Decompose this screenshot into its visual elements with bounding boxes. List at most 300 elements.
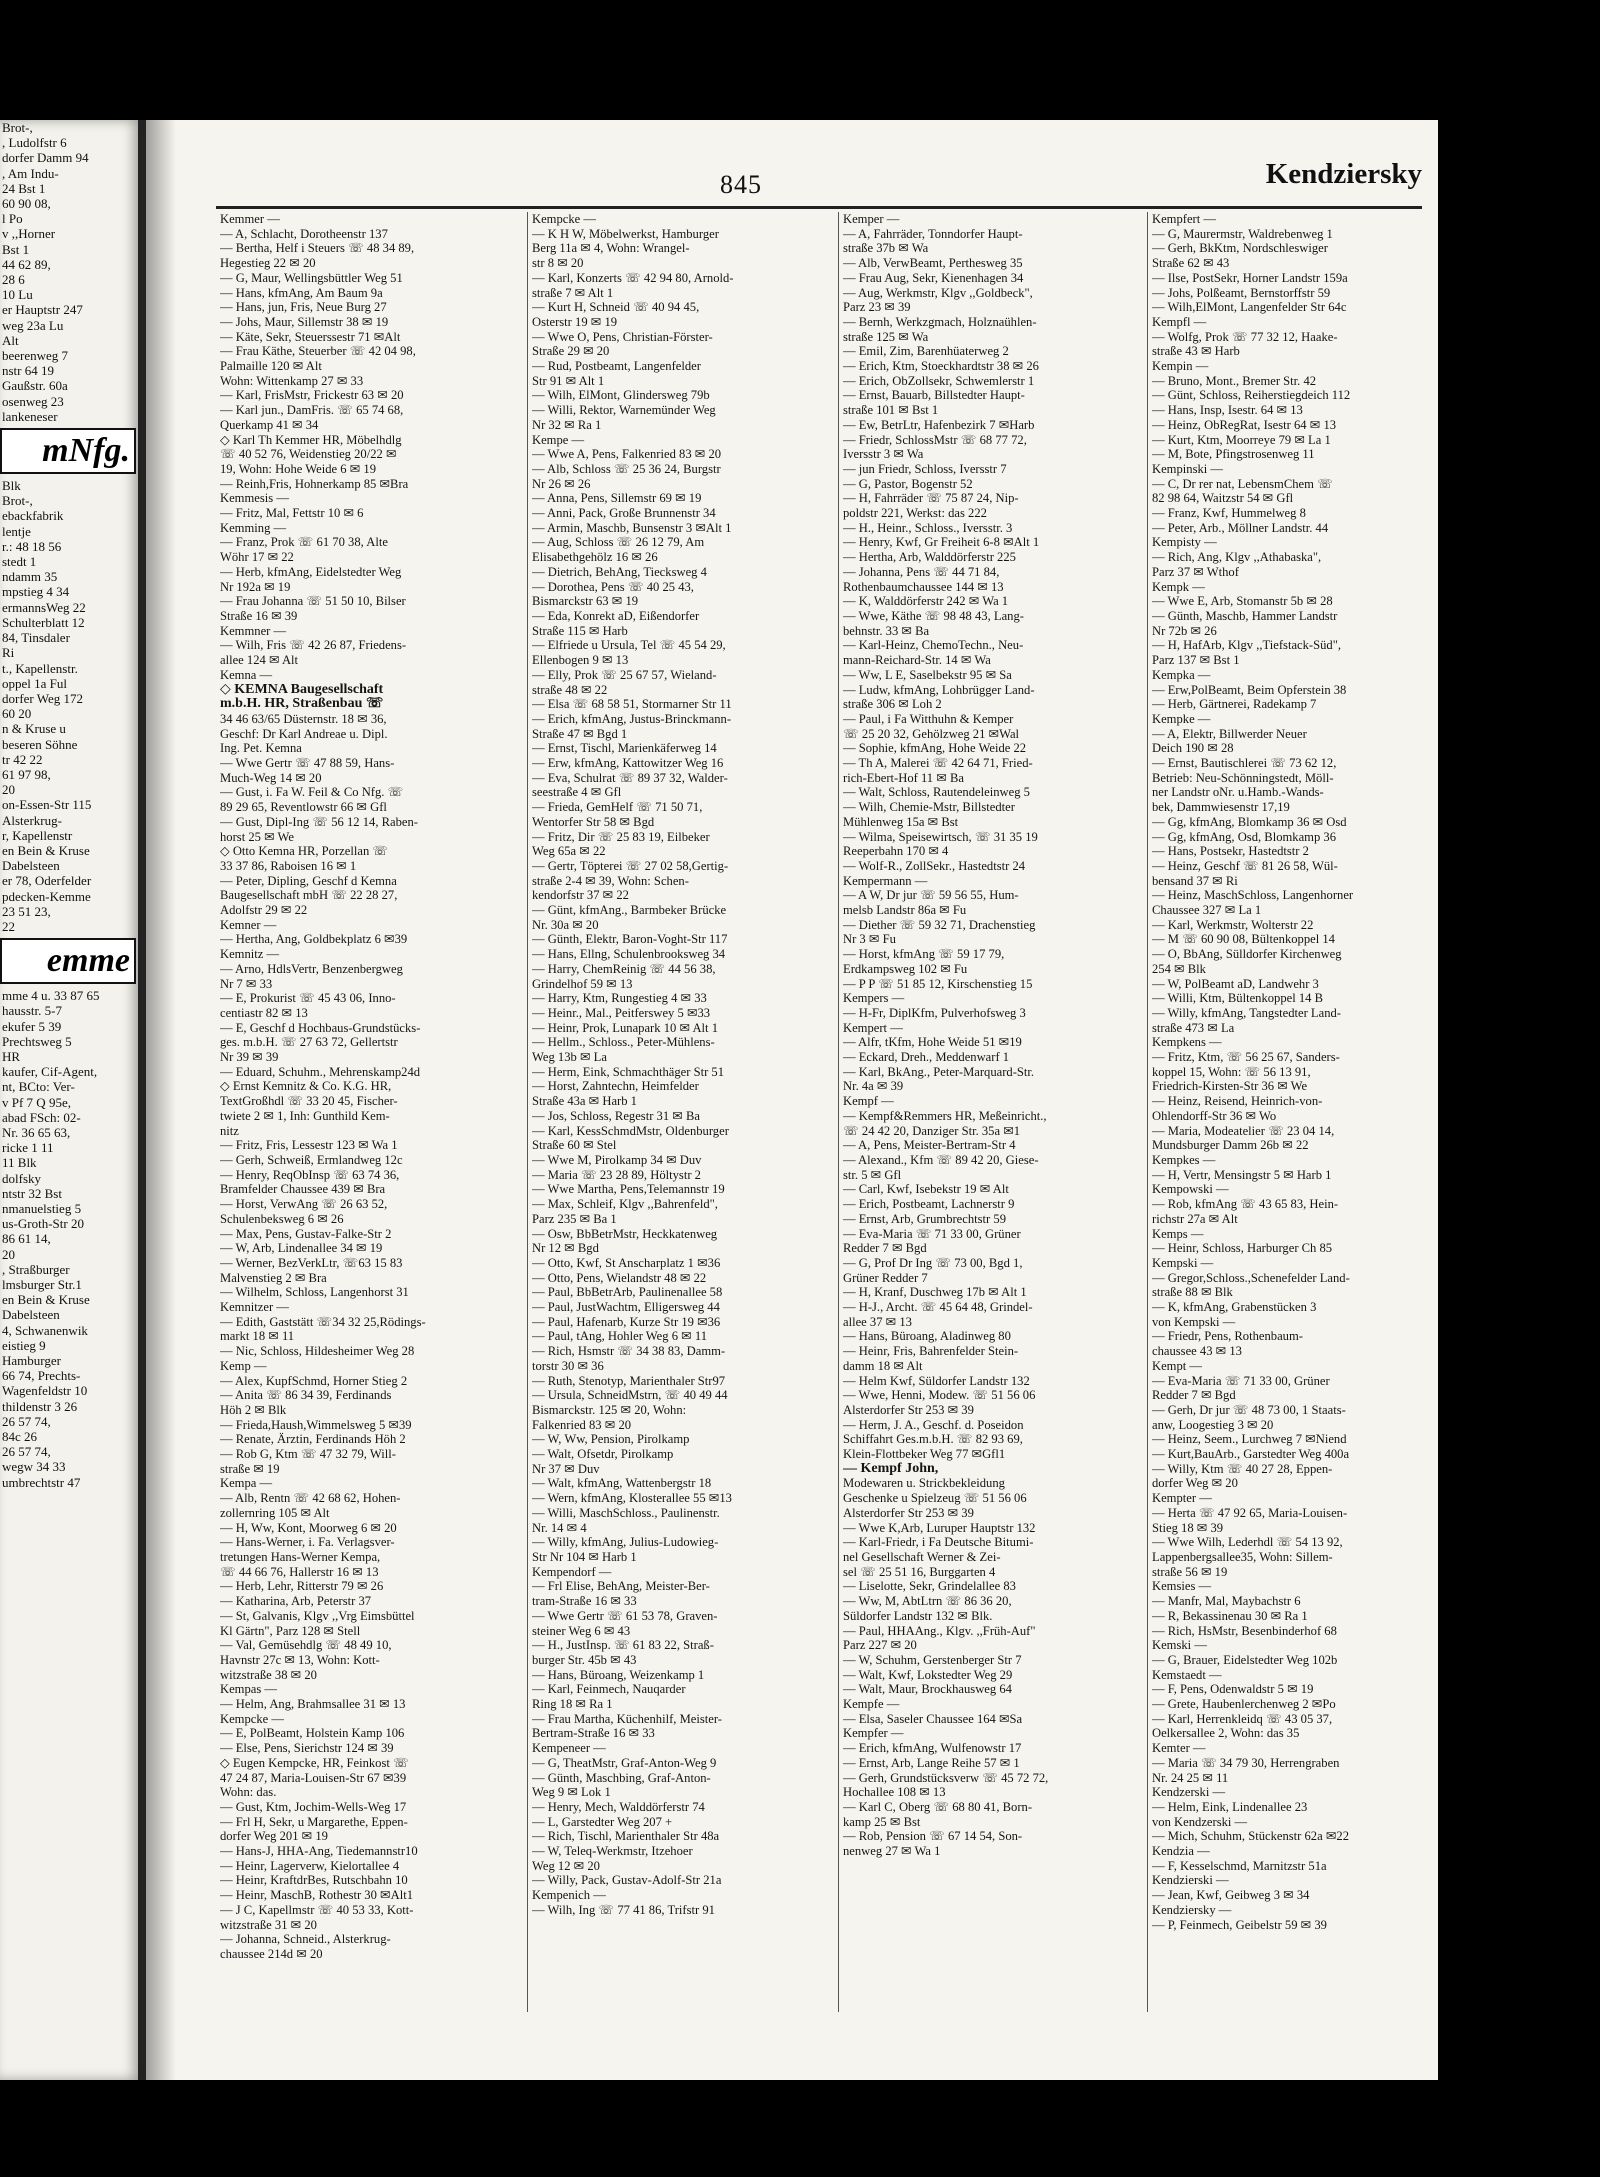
facing-page-line: Alsterkrug- [2, 812, 62, 828]
directory-entry-line: — W, Schuhm, Gerstenberger Str 7 [843, 1652, 1022, 1667]
directory-entry-line: — Eva-Maria ☏ 71 33 00, Grüner [843, 1226, 1021, 1241]
directory-entry-line: bek, Dammwiesenstr 17,19 [1152, 800, 1290, 815]
facing-page-line: 61 97 98, [2, 766, 51, 782]
directory-entry-line: — Edith, Gaststätt ☏34 32 25,Rödings- [220, 1314, 426, 1329]
directory-entry-line: — H, Fahrräder ☏ 75 87 24, Nip- [843, 491, 1019, 506]
directory-entry-line: Straße 47 ✉ Bgd 1 [532, 726, 628, 741]
directory-entry-line: — Gust, Dipl-Ing ☏ 56 12 14, Raben- [220, 814, 418, 829]
directory-entry-line: — Günth, Elektr, Baron-Voght-Str 117 [532, 932, 728, 947]
facing-page-line: Ri [2, 645, 15, 661]
directory-entry-line: str 8 ✉ 20 [532, 256, 584, 271]
directory-entry-line: — Willy, Pack, Gustav-Adolf-Str 21a [532, 1873, 722, 1888]
directory-entry-line: — K H W, Möbelwerkst, Hamburger [532, 226, 719, 241]
directory-entry-line: ner Landstr oNr. u.Hamb.-Wands- [1152, 785, 1324, 800]
gutter-shadow [146, 120, 176, 2080]
directory-entry-line: Malvenstieg 2 ✉ Bra [220, 1270, 327, 1285]
directory-entry-line: Süldorfer Landstr 132 ✉ Blk. [843, 1608, 993, 1623]
directory-entry-line: Straße 29 ✉ 20 [532, 344, 610, 359]
directory-entry-line: Straße 16 ✉ 39 [220, 608, 298, 623]
directory-entry-line: Nr. 14 ✉ 4 [532, 1520, 587, 1535]
directory-entry-line: — Ernst, Arb, Grumbrechtstr 59 [843, 1211, 1006, 1226]
facing-page-line: abad FSch: 02- [2, 1109, 81, 1125]
directory-entry-line: — Dietrich, BehAng, Tiecksweg 4 [532, 564, 707, 579]
directory-entry-line: sel ☏ 25 51 16, Burggarten 4 [843, 1564, 996, 1579]
directory-entry-line: — Wilh, ElMont, Glindersweg 79b [532, 388, 710, 403]
directory-entry-line: allee 37 ✉ 13 [843, 1314, 912, 1329]
directory-entry-line: — F, Kesselschmd, Marnitzstr 51a [1152, 1858, 1327, 1873]
directory-entry-line: — Gregor,Schloss.,Schenefelder Land- [1152, 1270, 1350, 1285]
directory-entry-line: — Ursula, SchneidMstrn, ☏ 40 49 44 [532, 1388, 728, 1403]
directory-entry-line: — Eda, Konrekt aD, Eißendorfer [532, 608, 700, 623]
directory-entry-line: dorfer Weg ✉ 20 [1152, 1476, 1238, 1491]
directory-entry-line: von Kendzerski — [1152, 1814, 1248, 1829]
directory-entry-line: — Wwe O, Pens, Christian-Förster- [532, 329, 713, 344]
directory-entry-line: Querkamp 41 ✉ 34 [220, 417, 319, 432]
directory-entry-line: zollernring 105 ✉ Alt [220, 1505, 330, 1520]
directory-entry-line: Ing. Pet. Kemna [220, 741, 302, 756]
directory-entry-line: burger Str. 45b ✉ 43 [532, 1652, 637, 1667]
directory-entry-line: straße 7 ✉ Alt 1 [532, 285, 614, 300]
directory-entry-line: — Karl, Feinmech, Nauqarder [532, 1682, 686, 1697]
facing-page-line: 20 [2, 1246, 15, 1262]
directory-entry-line: straße 306 ✉ Loh 2 [843, 697, 942, 712]
directory-entry-line: — Reinh,Fris, Hohnerkamp 85 ✉Bra [220, 476, 409, 491]
page-number: 845 [720, 170, 762, 199]
directory-entry-line: — Peter, Arb., Möllner Landstr. 44 [1152, 520, 1329, 535]
directory-entry-line: Nr 192a ✉ 19 [220, 579, 291, 594]
directory-entry-line: Elisabethgehölz 16 ✉ 26 [532, 550, 658, 565]
directory-entry-line: — Kurt,BauArb., Garstedter Weg 400a [1152, 1447, 1350, 1462]
directory-entry-line: anw, Loogestieg 3 ✉ 20 [1152, 1417, 1274, 1432]
directory-entry-line: kamp 25 ✉ Bst [843, 1814, 921, 1829]
directory-entry-line: Lappenbergsallee35, Wohn: Sillem- [1152, 1549, 1333, 1564]
directory-entry-line: — Carl, Kwf, Isebekstr 19 ✉ Alt [843, 1182, 1009, 1197]
facing-page-line: dolfsky [2, 1170, 41, 1186]
directory-entry-line: — M, Bote, Pfingstrosenweg 11 [1152, 447, 1315, 462]
directory-entry-line: straße 2-4 ✉ 39, Wohn: Schen- [532, 873, 689, 888]
directory-entry-line: — Helm, Eink, Lindenallee 23 [1152, 1799, 1308, 1814]
directory-entry-line: — Fritz, Dir ☏ 25 83 19, Eilbeker [532, 829, 710, 844]
directory-entry-line: — Erich, ObZollsekr, Schwemlerstr 1 [843, 373, 1035, 388]
directory-entry-line: Kendziersky — [1152, 1902, 1232, 1917]
column-divider [527, 212, 528, 2012]
facing-page-line: dorfer Weg 172 [2, 690, 84, 706]
directory-entry-line: — Willi, Rektor, Warnemünder Weg [532, 403, 716, 418]
directory-entry-line: Kempenich — [532, 1888, 606, 1903]
directory-entry-line: — H., JustInsp. ☏ 61 83 22, Straß- [532, 1638, 714, 1653]
directory-page [146, 120, 1438, 2080]
directory-entry-line: — Bertha, Helf i Steuers ☏ 48 34 89, [220, 241, 415, 256]
directory-entry-line: — Gg, kfmAng, Osd, Blomkamp 36 [1152, 829, 1337, 844]
facing-page-line: en Bein & Kruse [2, 842, 90, 858]
directory-entry-line: straße 56 ✉ 19 [1152, 1564, 1228, 1579]
directory-entry-line: — Liselotte, Sekr, Grindelallee 83 [843, 1579, 1016, 1594]
directory-entry-line: — Alb, Schloss ☏ 25 36 24, Burgstr [532, 461, 721, 476]
directory-entry-line: — Johanna, Pens ☏ 44 71 84, [843, 564, 1000, 579]
directory-entry-line: — Ernst, Bauarb, Billstedter Haupt- [843, 388, 1025, 403]
directory-entry-line: Schiffahrt Ges.m.b.H. ☏ 82 93 69, [843, 1432, 1023, 1447]
directory-entry-line: Nr. 30a ✉ 20 [532, 917, 599, 932]
directory-entry-line: von Kempski — [1152, 1314, 1236, 1329]
facing-page-line: beerenweg 7 [2, 348, 69, 364]
directory-entry-line: straße 125 ✉ Wa [843, 329, 929, 344]
directory-entry-line: — Erich, kfmAng, Justus-Brinckmann- [532, 711, 732, 726]
directory-entry-line: Kempas — [220, 1682, 278, 1697]
directory-entry-line: — J C, Kapellmstr ☏ 40 53 33, Kott- [220, 1902, 414, 1917]
directory-entry-line: Mundsburger Damm 26b ✉ 22 [1152, 1138, 1309, 1153]
directory-entry-line: — G, Brauer, Eidelstedter Weg 102b [1152, 1652, 1338, 1667]
facing-page-line: Alt [2, 332, 19, 348]
directory-entry-line: — Walt, Schloss, Rautendeleinweg 5 [843, 785, 1030, 800]
directory-entry-line: Str Nr 104 ✉ Harb 1 [532, 1549, 637, 1564]
directory-entry-line: Kempt — [1152, 1358, 1203, 1373]
directory-entry-line: Parz 37 ✉ Wthof [1152, 564, 1239, 579]
directory-entry-line: Kempfert — [1152, 212, 1216, 226]
directory-entry-line: — Wwe, Henni, Modew. ☏ 51 56 06 [843, 1388, 1036, 1403]
facing-page-line: oppel 1a Ful [2, 675, 67, 691]
directory-entry-line: — Rich, HsMstr, Besenbinderhof 68 [1152, 1623, 1337, 1638]
directory-entry-line: — Käte, Sekr, Steuerssestr 71 ✉Alt [220, 329, 401, 344]
directory-entry-line: Ohlendorff-Str 36 ✉ Wo [1152, 1108, 1277, 1123]
directory-entry-line: — Wwe A, Pens, Falkenried 83 ✉ 20 [532, 447, 722, 462]
directory-entry-line: — Walt, Ofsetdr, Pirolkamp [532, 1447, 674, 1462]
directory-entry-line: Höh 2 ✉ Blk [220, 1402, 287, 1417]
facing-page-edge [0, 120, 142, 2080]
directory-entry-line: — Heinr, KraftdrBes, Rutschbahn 10 [220, 1873, 408, 1888]
facing-page-line: ricke 1 11 [2, 1140, 54, 1156]
directory-entry-line: — Herta ☏ 47 92 65, Maria-Louisen- [1152, 1505, 1348, 1520]
advertisement-box: emme [0, 938, 136, 984]
directory-entry-line: — Ernst, Bautischlerei ☏ 73 62 12, [1152, 756, 1337, 771]
directory-entry-line: — Ludw, kfmAng, Lohbrügger Land- [843, 682, 1035, 697]
directory-entry-line: — Wwe M, Pirolkamp 34 ✉ Duv [532, 1153, 702, 1167]
directory-entry-line: — Renate, Ärztin, Ferdinands Höh 2 [220, 1432, 406, 1447]
directory-entry-line: — Hans, Insp, Isestr. 64 ✉ 13 [1152, 403, 1303, 418]
directory-entry-line: Bismarckstr. 125 ✉ 20, Wohn: [532, 1402, 687, 1417]
directory-entry-line: — Karl, KessSchmdMstr, Oldenburger [532, 1123, 729, 1138]
directory-entry-line: Reeperbahn 170 ✉ 4 [843, 844, 949, 859]
directory-entry-line: — Sophie, kfmAng, Hohe Weide 22 [843, 741, 1027, 756]
facing-page-line: kaufer, Cif-Agent, [2, 1064, 98, 1080]
directory-entry-line: — Max, Schleif, Klgv ,,Bahrenfeld", [532, 1197, 718, 1212]
directory-entry-line: — Karl, Herrenkleidq ☏ 43 05 37, [1152, 1711, 1333, 1726]
directory-entry-line: — W, Teleq-Werkmstr, Itzehoer [532, 1844, 693, 1859]
directory-entry-line: Alsterdorfer Str 253 ✉ 39 [843, 1505, 974, 1520]
directory-entry-line: — Th A, Malerei ☏ 42 64 71, Fried- [843, 756, 1033, 771]
directory-entry-line: — Hellm., Schloss., Peter-Mühlens- [532, 1035, 715, 1050]
facing-page-line: ntstr 32 Bst [2, 1185, 62, 1201]
facing-page-line: 84, Tinsdaler [2, 630, 70, 646]
facing-page-line: 26 57 74, [2, 1444, 51, 1460]
directory-entry-line: — Horst, Zahntechn, Heimfelder [532, 1079, 699, 1094]
directory-entry-line: — Heinz, MaschSchloss, Langenhorner [1152, 888, 1354, 903]
facing-page-line: beseren Söhne [2, 736, 78, 752]
directory-entry-line: — Erw, kfmAng, Kattowitzer Weg 16 [532, 756, 724, 771]
directory-entry-line: — Heinz, Seem., Lurchweg 7 ✉Niend [1152, 1432, 1347, 1447]
directory-entry-line: Kempfe — [843, 1697, 900, 1712]
directory-entry-line: Nr 3 ✉ Fu [843, 932, 896, 947]
directory-entry-line: Kempe — [532, 432, 585, 447]
directory-entry-line: — Wilhelm, Schloss, Langenhorst 31 [220, 1285, 409, 1300]
directory-entry-line: Weg 12 ✉ 20 [532, 1858, 600, 1873]
directory-entry-line: straße 43 ✉ Harb [1152, 344, 1240, 359]
facing-page-line: lankeneser [2, 408, 58, 424]
directory-entry-line: — Kurt, Ktm, Moorreye 79 ✉ La 1 [1152, 432, 1331, 447]
facing-page-line: t., Kapellenstr. [2, 660, 78, 676]
facing-page-line: Bst 1 [2, 241, 30, 257]
directory-entry-line: Straße 43a ✉ Harb 1 [532, 1094, 637, 1109]
directory-entry-line: — Rob, kfmAng ☏ 43 65 83, Hein- [1152, 1197, 1339, 1212]
directory-entry-line: damm 18 ✉ Alt [843, 1358, 923, 1373]
directory-entry-line: — Horst, VerwAng ☏ 26 63 52, [220, 1197, 388, 1212]
directory-entry-line: — Gerh, BkKtm, Nordschleswiger [1152, 241, 1328, 256]
facing-page-line: Prechtsweg 5 [2, 1033, 72, 1049]
directory-entry-line: Kempfl — [1152, 314, 1207, 329]
directory-entry-line: — Karl-Heinz, ChemoTechn., Neu- [843, 638, 1024, 653]
directory-entry-line: — Henry, ReqObInsp ☏ 63 74 36, [220, 1167, 400, 1182]
directory-entry-line: Kempka — [1152, 667, 1211, 682]
directory-entry-line: — Karl, Werkmstr, Wolterstr 22 [1152, 917, 1314, 932]
directory-entry-line: — Val, Gemüsehdlg ☏ 48 49 10, [220, 1638, 392, 1653]
facing-page-line: , Ludolfstr 6 [2, 135, 67, 151]
directory-entry-line: Nr 12 ✉ Bgd [532, 1241, 599, 1256]
directory-entry-line: — Johs, Polßeamt, Bernstorffstr 59 [1152, 285, 1331, 300]
directory-entry-line: witzstraße 38 ✉ 20 [220, 1667, 317, 1682]
facing-page-line: v ,,Horner [2, 226, 56, 242]
directory-entry-line: Alsterdorfer Str 253 ✉ 39 [843, 1402, 974, 1417]
facing-page-line: 24 Bst 1 [2, 180, 46, 196]
directory-entry-line: — Willi, MaschSchloss., Paulinenstr. [532, 1505, 720, 1520]
directory-entry-line: — R, Bekassinenau 30 ✉ Ra 1 [1152, 1608, 1308, 1623]
directory-entry-line: — Ew, BetrLtr, Hafenbezirk 7 ✉Harb [843, 417, 1035, 432]
directory-entry-line: — Elsa ☏ 68 58 51, Stormarner Str 11 [532, 697, 732, 712]
facing-page-line: ekufer 5 39 [2, 1018, 62, 1034]
directory-entry-line: — Willy, kfmAng, Tangstedter Land- [1152, 1005, 1341, 1020]
directory-entry-line: — W, Arb, Lindenallee 34 ✉ 19 [220, 1241, 383, 1256]
directory-entry-line: — Hans, jun, Fris, Neue Burg 27 [220, 300, 387, 315]
directory-entry-line: — Frau Martha, Küchenhilf, Meister- [532, 1711, 723, 1726]
directory-entry-line: Hegestieg 22 ✉ 20 [220, 256, 316, 271]
directory-entry-line: Palmaille 120 ✉ Alt [220, 359, 322, 374]
directory-entry-line: — G, Maur, Wellingsbüttler Weg 51 [220, 270, 403, 285]
directory-entry-line: steiner Weg 6 ✉ 43 [532, 1623, 631, 1638]
facing-page-line: Wagenfeldstr 10 [2, 1383, 88, 1399]
directory-entry-line: — Heinr, Fris, Bahrenfelder Stein- [843, 1344, 1019, 1359]
column-divider [838, 212, 839, 2012]
directory-entry-line: — L, Garstedter Weg 207 + [532, 1814, 673, 1829]
directory-entry-line: rich-Ebert-Hof 11 ✉ Ba [843, 770, 964, 785]
facing-page-line: ndamm 35 [2, 569, 58, 585]
directory-entry-line: Redder 7 ✉ Bgd [1152, 1388, 1236, 1403]
directory-entry-line: ☏ 40 52 76, Weidenstieg 20/22 ✉ [220, 447, 397, 462]
directory-entry-line: — Dorothea, Pens ☏ 40 25 43, [532, 579, 694, 594]
directory-entry-line: Kemna — [220, 667, 273, 682]
directory-entry-line: — Eckard, Dreh., Meddenwarf 1 [843, 1050, 1010, 1065]
directory-entry-line: — Otto, Pens, Wielandstr 48 ✉ 22 [532, 1270, 707, 1285]
directory-entry-line: — Wilh, Fris ☏ 42 26 87, Friedens- [220, 638, 407, 653]
directory-entry-line: — Henry, Kwf, Gr Freiheit 6-8 ✉Alt 1 [843, 535, 1040, 550]
directory-entry-line: — Karl, Konzerts ☏ 42 94 80, Arnold- [532, 270, 734, 285]
directory-entry-line: Parz 137 ✉ Bst 1 [1152, 653, 1240, 668]
directory-entry-line: Kemnitzer — [220, 1300, 289, 1315]
directory-entry-line: Havnstr 27c ✉ 13, Wohn: Kott- [220, 1652, 380, 1667]
directory-entry-line: Kempkes — [1152, 1153, 1216, 1167]
directory-entry-line: Nr 7 ✉ 33 [220, 976, 273, 991]
directory-entry-line: — Heinr, Schloss, Harburger Ch 85 [1152, 1241, 1333, 1256]
facing-page-line: mpstieg 4 34 [2, 584, 70, 600]
directory-entry-line: — Frieda, GemHelf ☏ 71 50 71, [532, 800, 703, 815]
directory-entry-line: behnstr. 33 ✉ Ba [843, 623, 930, 638]
advertisement-box: mNfg. [0, 428, 136, 474]
directory-entry-line: — Wwe Gertr ☏ 47 88 59, Hans- [220, 756, 395, 771]
directory-entry-line: — Else, Pens, Sierichstr 124 ✉ 39 [220, 1741, 394, 1756]
directory-entry-line: Weg 13b ✉ La [532, 1050, 607, 1065]
directory-entry-line: Iversstr 3 ✉ Wa [843, 447, 924, 462]
directory-entry-line: Schulenbeksweg 6 ✉ 26 [220, 1211, 344, 1226]
directory-entry-line: — M ☏ 60 90 08, Bültenkoppel 14 [1152, 932, 1335, 947]
directory-entry-line: tram-Straße 16 ✉ 33 [532, 1594, 637, 1609]
facing-page-line: 11 Blk [2, 1155, 37, 1171]
directory-entry-line: Kempcke — [532, 212, 596, 226]
directory-entry-line: Kempisty — [1152, 535, 1217, 550]
directory-entry-line: ges. m.b.H. ☏ 27 63 72, Gellertstr [220, 1035, 398, 1050]
directory-entry-line: Baugesellschaft mbH ☏ 22 28 27, [220, 888, 398, 903]
directory-entry-line: Nr 32 ✉ Ra 1 [532, 417, 602, 432]
directory-entry-line: Str 91 ✉ Alt 1 [532, 373, 605, 388]
directory-entry-line: — Wolf-R., ZollSekr., Hastedtstr 24 [843, 858, 1026, 873]
directory-entry-line: — Bruno, Mont., Bremer Str. 42 [1152, 373, 1317, 388]
directory-entry-line: Bertram-Straße 16 ✉ 33 [532, 1726, 655, 1741]
directory-entry-line: — Maria ☏ 23 28 89, Höltystr 2 [532, 1167, 701, 1182]
directory-entry-line: twiete 2 ✉ 1, Inh: Gunthild Kem- [220, 1108, 390, 1123]
directory-entry-line: — Frl H, Sekr, u Margarethe, Eppen- [220, 1814, 408, 1829]
directory-entry-line: — E, Prokurist ☏ 45 43 06, Inno- [220, 991, 396, 1006]
directory-entry-line: — Karl, BkAng., Peter-Marquard-Str. [843, 1064, 1035, 1079]
directory-entry-line: Rothenbaumchaussee 144 ✉ 13 [843, 579, 1004, 594]
directory-entry-line: — Otto, Kwf, St Anscharplatz 1 ✉36 [532, 1255, 721, 1270]
directory-entry-line: — Fritz, Ktm, ☏ 56 25 67, Sanders- [1152, 1050, 1340, 1065]
facing-page-line: 66 74, Prechts- [2, 1368, 81, 1384]
directory-entry-line: — Maria, Modeatelier ☏ 23 04 14, [1152, 1123, 1335, 1138]
directory-entry-line: — H, Vertr, Mensingstr 5 ✉ Harb 1 [1152, 1167, 1332, 1182]
directory-entry-line: dorfer Weg 201 ✉ 19 [220, 1829, 328, 1844]
directory-entry-line: ☏ 25 20 32, Gehölzweg 21 ✉Wal [843, 726, 1020, 741]
directory-entry-line: Betrieb: Neu-Schönningstedt, Möll- [1152, 770, 1334, 785]
directory-entry-line: 254 ✉ Blk [1152, 961, 1206, 976]
directory-entry-line: Wöhr 17 ✉ 22 [220, 550, 294, 565]
directory-entry-line: 33 37 86, Raboisen 16 ✉ 1 [220, 858, 357, 873]
directory-entry-line: Nr 72b ✉ 26 [1152, 623, 1217, 638]
directory-entry-line: — Armin, Maschb, Bunsenstr 3 ✉Alt 1 [532, 520, 732, 535]
directory-entry-line: — Frau Käthe, Steuerber ☏ 42 04 98, [220, 344, 416, 359]
directory-entry-line: Kendzia — [1152, 1844, 1210, 1859]
directory-entry-line: Kempinski — [1152, 461, 1224, 476]
directory-entry-line: — A, Pens, Meister-Bertram-Str 4 [843, 1138, 1016, 1153]
directory-entry-line: — Hans-J, HHA-Ang, Tiedemannstr10 [220, 1844, 418, 1859]
facing-page-line: pdecken-Kemme [2, 888, 91, 904]
directory-entry-line: — Werner, BezVerkLtr, ☏63 15 83 [220, 1255, 403, 1270]
directory-entry-line: — Karl-Friedr, i Fa Deutsche Bitumi- [843, 1535, 1034, 1550]
directory-entry-line: — Heinz, Geschf ☏ 81 26 58, Wül- [1152, 858, 1338, 873]
facing-page-line: 4, Schwanenwik [2, 1322, 88, 1338]
directory-entry-line: — P P ☏ 51 85 12, Kirschenstieg 15 [843, 976, 1033, 991]
directory-entry-line: — Wwe E, Arb, Stomanstr 5b ✉ 28 [1152, 594, 1333, 609]
directory-entry-line: Kemner — [220, 917, 277, 932]
directory-entry-line: — Mich, Schuhm, Stückenstr 62a ✉22 [1152, 1829, 1349, 1844]
directory-entry-line: Kempski — [1152, 1255, 1214, 1270]
directory-entry-line: — Herb, Gärtnerei, Radekamp 7 [1152, 697, 1317, 712]
directory-entry-line: — Rich, Ang, Klgv ,,Athabaska", [1152, 550, 1322, 565]
directory-entry-line: — Helm, Ang, Brahmsallee 31 ✉ 13 [220, 1697, 406, 1712]
directory-entry-line: Kempk — [1152, 579, 1205, 594]
directory-entry-line: — Günt, kfmAng., Barmbeker Brücke [532, 903, 727, 918]
facing-page-line: 28 6 [2, 272, 25, 288]
facing-page-line: 44 62 89, [2, 256, 51, 272]
directory-entry-line: Chaussee 327 ✉ La 1 [1152, 903, 1262, 918]
directory-entry-line: — Frau Aug, Sekr, Kienenhagen 34 [843, 270, 1024, 285]
directory-entry-line: — Alfr, tKfm, Hohe Weide 51 ✉19 [843, 1035, 1022, 1050]
facing-page-line: , Straßburger [2, 1261, 70, 1277]
directory-entry-line: Erdkampsweg 102 ✉ Fu [843, 961, 968, 976]
directory-entry-line: — W, Ww, Pension, Pirolkamp [532, 1432, 690, 1447]
directory-entry-line: Redder 7 ✉ Bgd [843, 1241, 927, 1256]
facing-page-line: 60 90 08, [2, 196, 51, 212]
directory-entry-line: ◇ Karl Th Kemmer HR, Möbelhdlg [220, 432, 402, 447]
directory-entry-line: — Jos, Schloss, Regestr 31 ✉ Ba [532, 1108, 700, 1123]
directory-entry-line: — H., Heinr., Schloss., Iversstr. 3 [843, 520, 1013, 535]
header-rule [216, 206, 1422, 209]
directory-entry-line: — Paul, Hafenarb, Kurze Str 19 ✉36 [532, 1314, 721, 1329]
facing-page-line: on-Essen-Str 115 [2, 797, 92, 813]
directory-entry-line: straße 48 ✉ 22 [532, 682, 608, 697]
directory-entry-line: straße 88 ✉ Blk [1152, 1285, 1233, 1300]
directory-entry-line: Kempter — [1152, 1491, 1212, 1506]
directory-entry-line: — Paul, tAng, Hohler Weg 6 ✉ 11 [532, 1329, 707, 1344]
facing-page-line: Schulterblatt 12 [2, 614, 85, 630]
directory-entry-line: Wohn: das. [220, 1785, 277, 1800]
facing-page-line: HR [2, 1048, 21, 1064]
directory-entry-line: Weg 9 ✉ Lok 1 [532, 1785, 611, 1800]
directory-entry-line: centiastr 82 ✉ 13 [220, 1005, 308, 1020]
directory-entry-line: Bismarckstr 63 ✉ 19 [532, 594, 639, 609]
directory-entry-line: — Wolfg, Prok ☏ 77 32 12, Haake- [1152, 329, 1338, 344]
facing-page-line: n & Kruse u [2, 721, 66, 737]
directory-column-4 [1152, 212, 1438, 2032]
directory-entry-line: — Rob G, Ktm ☏ 47 32 79, Will- [220, 1447, 396, 1462]
directory-entry-line: — Anita ☏ 86 34 39, Ferdinands [220, 1388, 392, 1403]
facing-page-line: 86 61 14, [2, 1231, 51, 1247]
facing-page-line: wegw 34 33 [2, 1459, 66, 1475]
directory-entry-line: 82 98 64, Waitzstr 54 ✉ Gfl [1152, 491, 1294, 506]
directory-entry-line: Nr. 4a ✉ 39 [843, 1079, 904, 1094]
directory-entry-line: — Osw, BbBetrMstr, Heckkatenweg [532, 1226, 718, 1241]
directory-entry-line: — A, Fahrräder, Tonndorfer Haupt- [843, 226, 1023, 241]
facing-page-line: Gaußstr. 60a [2, 378, 68, 394]
directory-entry-line: Kemter — [1152, 1741, 1206, 1756]
directory-entry-line: — K, Walddörferstr 242 ✉ Wa 1 [843, 594, 1009, 609]
directory-entry-line: nel Gesellschaft Werner & Zei- [843, 1549, 1001, 1564]
directory-entry-line: — E, PolBeamt, Holstein Kamp 106 [220, 1726, 405, 1741]
directory-entry-line: Oelkersallee 2, Wohn: das 35 [1152, 1726, 1300, 1741]
directory-entry-line: — Eva, Schulrat ☏ 89 37 32, Walder- [532, 770, 728, 785]
directory-entry-line: Berg 11a ✉ 4, Wohn: Wrangel- [532, 241, 690, 256]
directory-entry-line: — Hertha, Arb, Walddörferstr 225 [843, 550, 1016, 565]
directory-entry-line: — Elfriede u Ursula, Tel ☏ 45 54 29, [532, 638, 726, 653]
directory-entry-line: 47 24 87, Maria-Louisen-Str 67 ✉39 [220, 1770, 407, 1785]
directory-entry-line: — G, Maurermstr, Waldrebenweg 1 [1152, 226, 1333, 241]
directory-entry-line: — Wilma, Speisewirtsch, ☏ 31 35 19 [843, 829, 1038, 844]
directory-entry-line: Nr 37 ✉ Duv [532, 1461, 600, 1476]
